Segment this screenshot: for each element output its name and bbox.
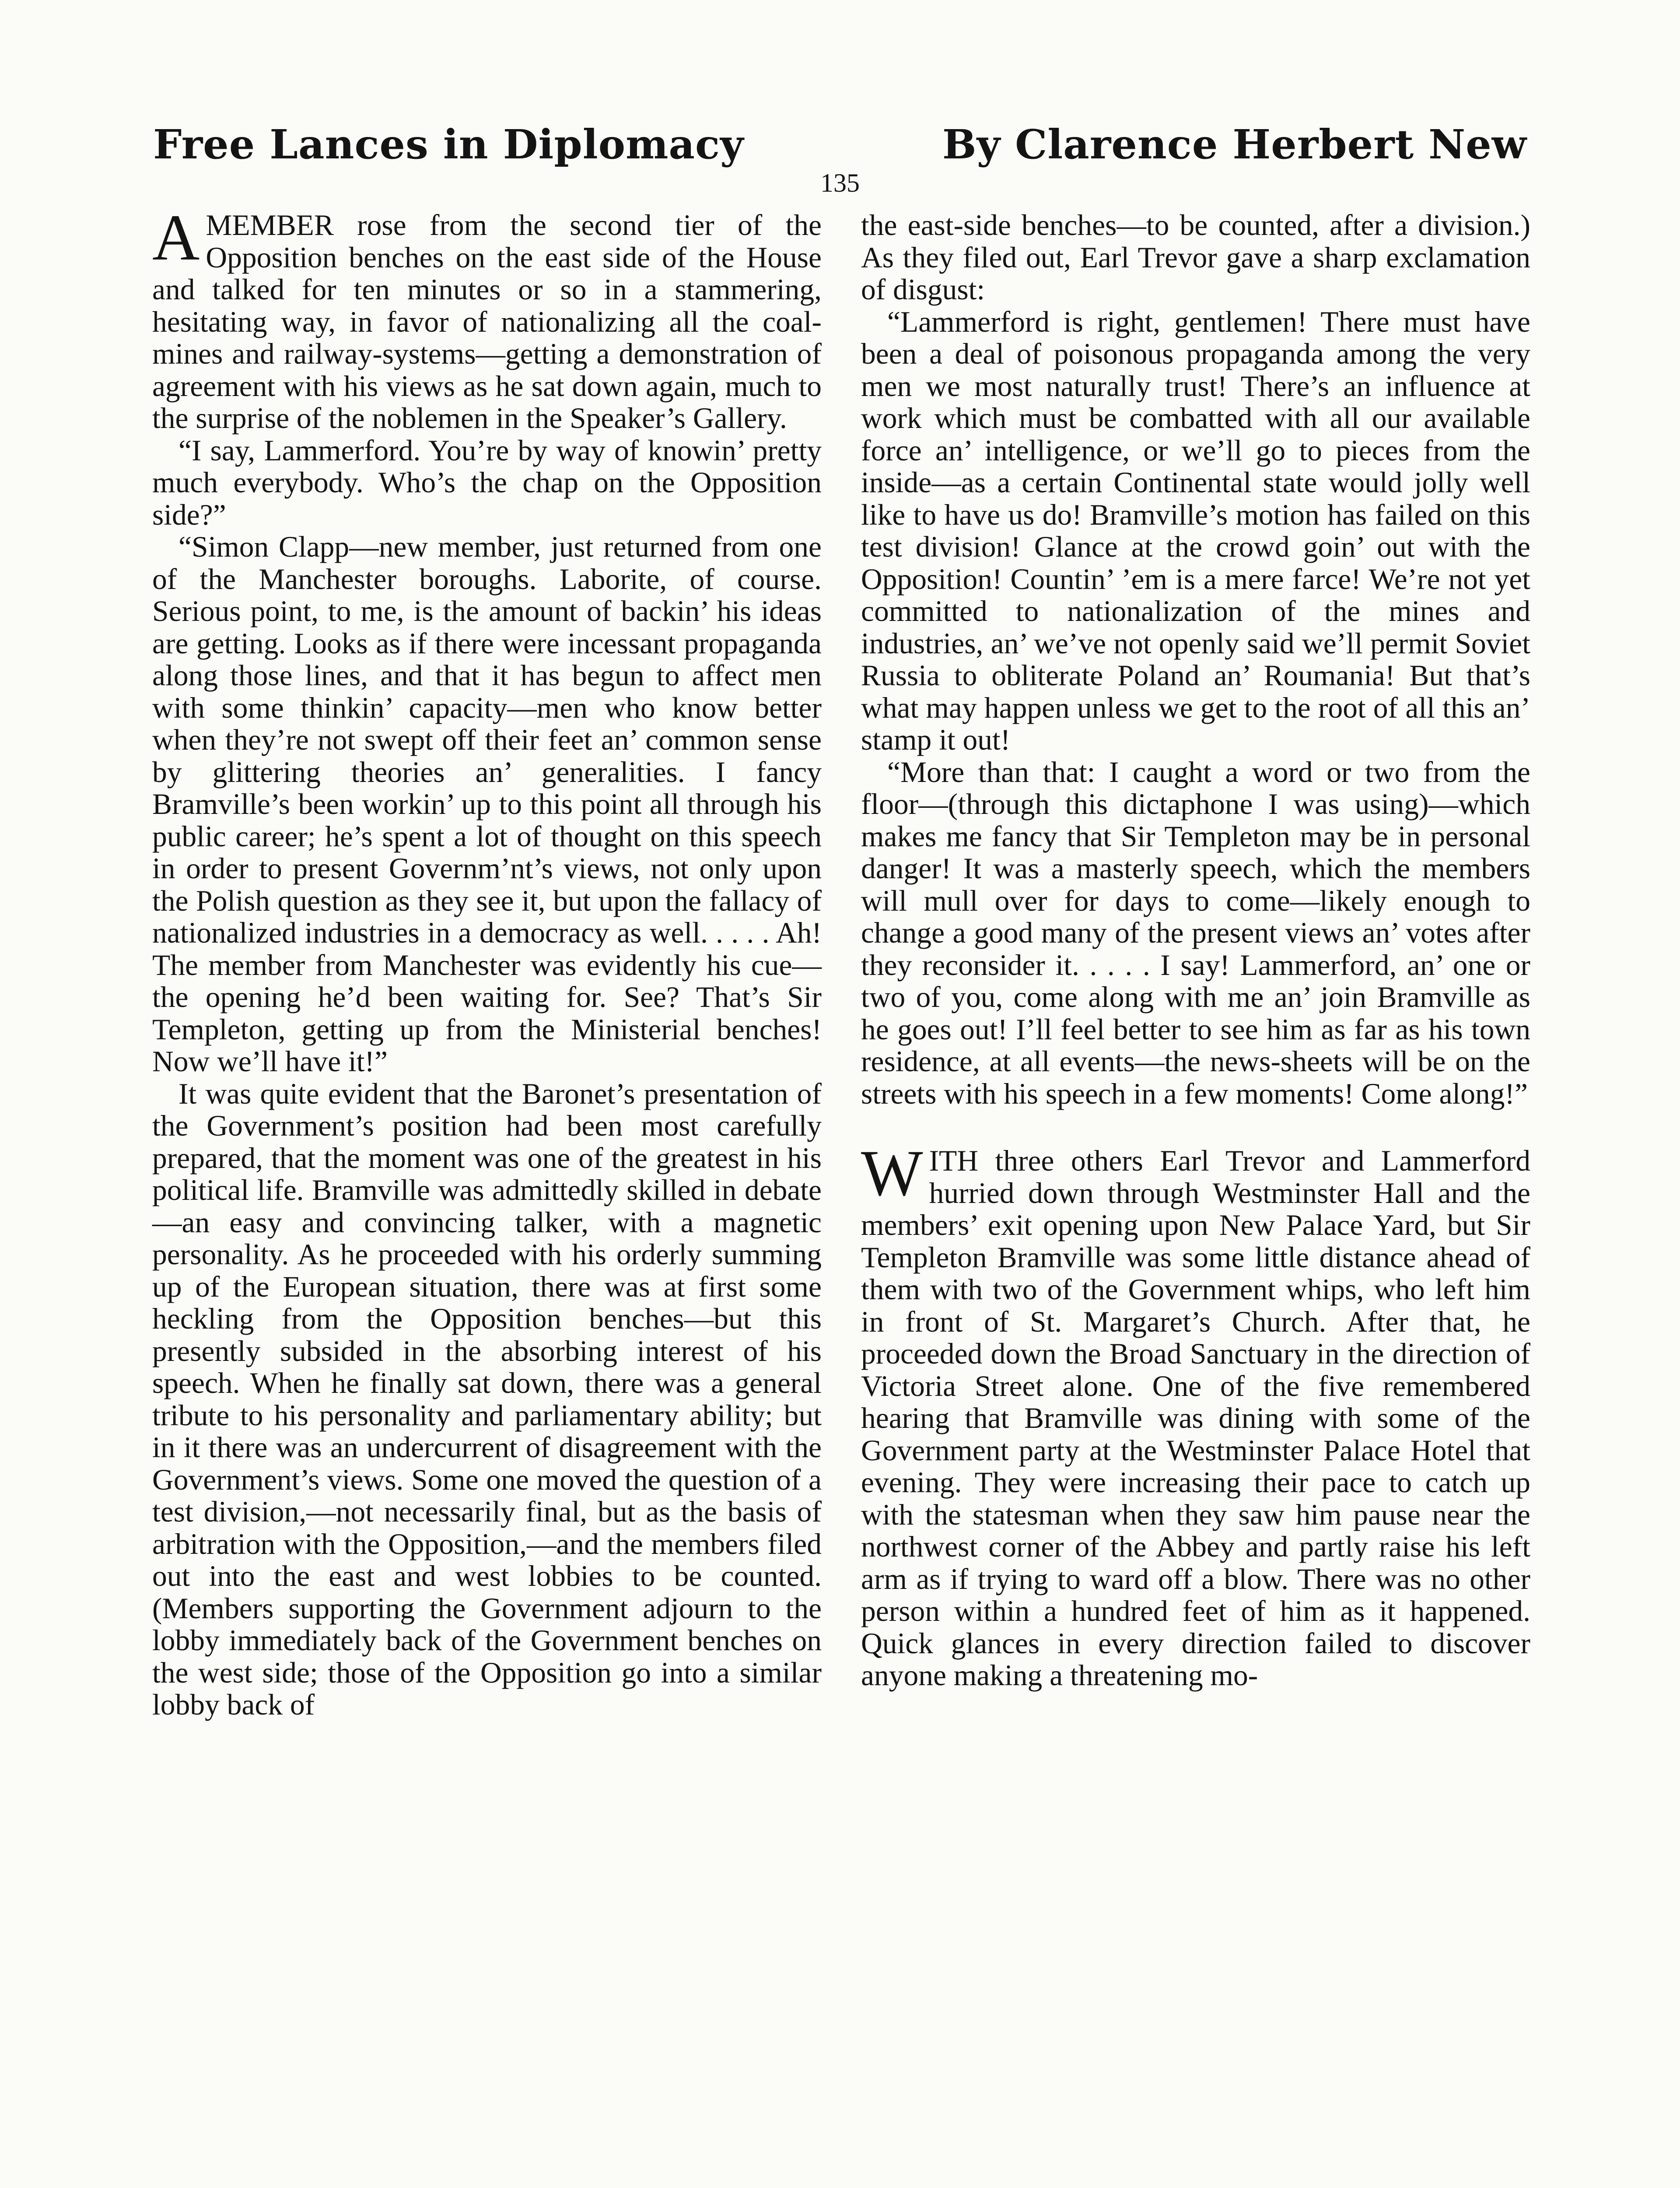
story-title: Free Lances in Diplomacy bbox=[153, 121, 744, 168]
story-author: By Clarence Herbert New bbox=[942, 121, 1527, 168]
drop-cap: W bbox=[861, 1137, 923, 1210]
paragraph: “Simon Clapp—new member, just returned from one of the Manchester boroughs. Laborite, of course. Serious point, to me, is the amount of backin’ his ideas are getting. Looks as if there were incessant propaganda along those lines, and that it has begun to affect men with some thinkin’ capacity—men who know better when they’re not swept off their feet an’ common sense by glittering theories an’ generalities. I fancy Bramville’s been workin’ up to this point all through his public career; he’s spent a lot of thought on this speech in order to present Governm’nt’s views, not only upon the Polish question as they see it, but upon the fallacy of nationalized industries in a democracy as well. . . . . Ah! The member from Manchester was evidently his cue—the opening he’d been waiting for. See? That’s Sir Templeton, getting up from the Ministerial benches! Now we’ll have it!” bbox=[152, 530, 822, 1078]
right-column bbox=[861, 209, 1530, 1692]
paragraph bbox=[152, 201, 822, 435]
paragraph: “More than that: I caught a word or two from the floor—(through this dictaphone I was using)—which makes me fancy that Sir Templeton may be in personal danger! It was a masterly speech, which the members will mull over for days to come—likely enough to change a good many of the present views an’ votes after they reconsider it. . . . . I say! Lammerford, an’ one or two of you, come along with me an’ join Bramville as he goes out! I’ll feel better to see him as far as his town residence, at all events—the news-sheets will be on the streets with his speech in a few moments! Come along!” bbox=[861, 755, 1530, 1110]
page-number: 135 bbox=[820, 168, 860, 197]
section-break bbox=[861, 1110, 1530, 1145]
paragraph: “Lammerford is right, gentlemen! There must have been a deal of poisonous propaganda among the very men we most naturally trust! There’s an influence at work which must be combatted with all our available force an’ intelligence, or we’ll go to pieces from the inside—as a certain Continental state would jolly well like to have us do! Bramville’s motion has failed on this test division! Glance at the crowd goin’ out with the Opposition! Countin’ ’em is a mere farce! We’re not yet committed to nationalization of the mines and industries, an’ we’ve not openly said we’ll permit Soviet Russia to obliterate Poland an’ Roumania! But that’s what may happen unless we get to the root of all this an’ stamp it out! bbox=[861, 305, 1530, 756]
paragraph: “I say, Lammerford. You’re by way of knowin’ pretty much everybody. Who’s the chap on the Opposition side?” bbox=[152, 434, 822, 531]
left-column bbox=[152, 201, 822, 1721]
paragraph: the east-side benches—to be counted, after a division.) As they filed out, Earl Trevor gave a sharp exclamation of disgust: bbox=[861, 209, 1530, 306]
paragraph-text: ITH three others Earl Trevor and Lammerford hurried down through Westminster Hall and the members’ exit opening upon New Palace Yard, but Sir Templeton Bramville was some little distance ahead of them with two of the Government whips, who left him in front of St. Margaret’s Church. After that, he proceeded down the Broad Sanctuary in the direction of Victoria Street alone. One of the five remembered hearing that Bramville was dining with some of the Government party at the Westminster Palace Hotel that evening. They were increasing their pace to catch up with the statesman when they saw him pause near the northwest corner of the Abbey and partly raise his left arm as if trying to ward off a blow. There was no other person within a hundred feet of him as it happened. Quick glances in every direction failed to discover anyone making a threatening mo- bbox=[861, 1144, 1530, 1692]
paragraph-text: MEMBER rose from the second tier of the Opposition benches on the east side of the House and talked for ten minutes or so in a stammering, hesitating way, in favor of nationalizing all the coal-mines and railway-systems—getting a demonstration of agreement with his views as he sat down again, much to the surprise of the noblemen in the Speaker’s Gallery. bbox=[152, 209, 822, 435]
drop-cap: A bbox=[152, 201, 200, 274]
paragraph bbox=[861, 1137, 1530, 1692]
paragraph: It was quite evident that the Baronet’s presentation of the Government’s position had been most carefully prepared, that the moment was one of the greatest in his political life. Bramville was admittedly skilled in debate—an easy and convincing talker, with a magnetic personality. As he proceeded with his orderly summing up of the European situation, there was at first some heckling from the Opposition benches—but this presently subsided in the absorbing interest of his speech. When he finally sat down, there was a general tribute to his personality and parliamentary ability; but in it there was an undercurrent of disagreement with the Government’s views. Some one moved the question of a test division,—not necessarily final, but as the basis of arbitration with the Opposition,—and the members filed out into the east and west lobbies to be counted. (Members supporting the Government adjourn to the lobby immediately back of the Government benches on the west side; those of the Opposition go into a similar lobby back of bbox=[152, 1077, 822, 1721]
